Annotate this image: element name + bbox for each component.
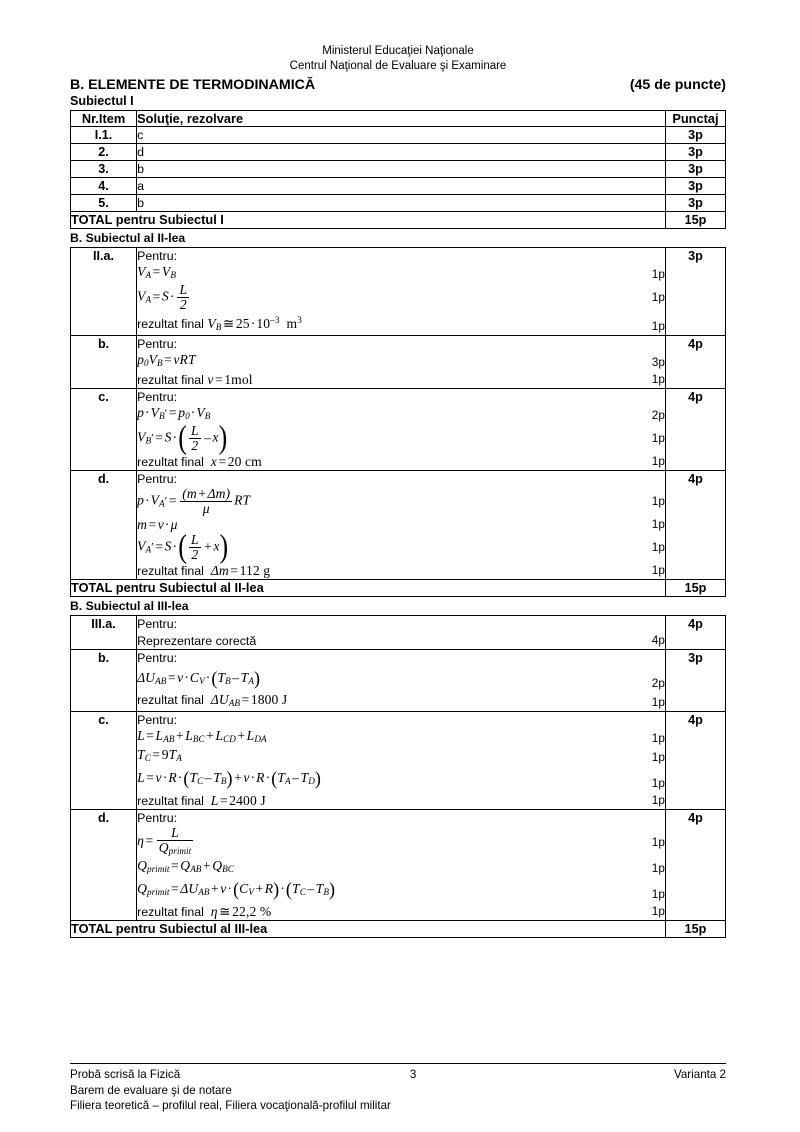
formula-qprimit-eq-qab-plus-qbc: $Q_{primit} = Q_{AB} + Q_{BC}$ <box>137 858 234 874</box>
formula-x-result: x = 20 cm <box>210 454 262 469</box>
line-score: 1p <box>651 372 665 386</box>
table-row <box>71 144 726 161</box>
row-score: 4p <box>665 810 725 921</box>
line-score: 2p <box>651 408 665 422</box>
section-heading-iii: B. Subiectul al III-lea <box>70 599 189 613</box>
formula-nu-result: ν = 1mol <box>207 372 253 387</box>
line-score: 1p <box>651 540 665 554</box>
line-score: 1p <box>651 267 665 281</box>
line-score: 1p <box>651 454 665 468</box>
table-row <box>71 810 726 921</box>
line-score: 1p <box>651 695 665 709</box>
total-score: 15p <box>665 921 725 938</box>
page-number: 3 <box>409 1068 417 1081</box>
row-score: 3p <box>665 144 725 161</box>
line-score: 1p <box>651 793 665 807</box>
rezultat-label: rezultat final <box>137 373 204 387</box>
pentru-label: Pentru: <box>137 249 178 263</box>
sol-line-formula <box>137 766 665 792</box>
rezultat-label: rezultat final <box>137 317 204 331</box>
table-subiectul-iii <box>70 615 726 938</box>
sol-line-formula <box>137 877 665 903</box>
sol-line-formula <box>137 728 665 747</box>
pentru-label: Pentru: <box>137 390 178 404</box>
line-score: 2p <box>651 676 665 690</box>
footer-filiera-label: Filiera teoretică – profilul real, Filiera vocaţională-profilul militar <box>70 1099 391 1112</box>
row-score: 3p <box>665 195 725 212</box>
row-item: III.a. <box>71 616 137 650</box>
row-item: c. <box>71 712 137 810</box>
total-label: TOTAL pentru Subiectul al III-lea <box>71 921 666 938</box>
sol-line-pentru <box>137 389 665 405</box>
total-points-label: (45 de puncte) <box>629 77 726 93</box>
pentru-label: Pentru: <box>137 811 178 825</box>
line-score: 1p <box>651 750 665 764</box>
sol-line-formula <box>137 516 665 533</box>
row-solution: b <box>137 161 666 178</box>
table-subiectul-ii <box>70 247 726 597</box>
sol-line-formula <box>137 666 665 692</box>
row-score: 3p <box>665 178 725 195</box>
line-score: 1p <box>651 517 665 531</box>
row-score: 4p <box>665 471 725 580</box>
formula-vbprime-eq-s-l2-minus-x: $V_B' = S\cdot$( $\frac{L}{2}$ – x) <box>137 418 228 455</box>
row-item: d. <box>71 810 137 921</box>
row-item: I.1. <box>71 127 137 144</box>
result-text <box>137 692 287 711</box>
row-solution <box>137 471 666 580</box>
row-score: 4p <box>665 616 725 650</box>
formula-va-eq-s-l-over-2: $V_A = S\cdot$ $\frac{L}{2}$ <box>137 281 188 312</box>
table-row <box>71 127 726 144</box>
line-score: 4p <box>651 633 665 647</box>
row-item: 4. <box>71 178 137 195</box>
row-score: 4p <box>665 712 725 810</box>
formula-pva-eq-m-dm-over-mu-rt: $p\cdot V_A'$ = $\frac{(m + \Delta m)}{\mu}$ RT <box>137 485 251 516</box>
formula-delta-uab: $\Delta U_{AB} = \nu\cdot C_V\cdot(T_B - T_A)$ <box>137 667 261 689</box>
pentru-label: Pentru: <box>137 617 178 631</box>
total-score: 15p <box>665 212 725 229</box>
sol-line-result <box>137 692 665 711</box>
sol-line-pentru <box>137 616 665 632</box>
sol-line-formula <box>137 418 665 455</box>
row-solution: a <box>137 178 666 195</box>
result-text <box>137 372 253 388</box>
line-score: 1p <box>651 834 665 849</box>
table-row <box>71 178 726 195</box>
sol-line-formula <box>137 283 665 312</box>
pentru-label: Pentru: <box>137 337 178 351</box>
line-score: 1p <box>651 731 665 745</box>
formula-p0vb-eq-nrt: $p_0V_B = \nu RT$ <box>137 352 196 368</box>
formula-vaprime-eq-s-l2-plus-x: $V_A' = S\cdot$( $\frac{L}{2}$ + x) <box>137 527 229 564</box>
row-solution <box>137 810 666 921</box>
table-total-row <box>71 921 726 938</box>
row-score: 3p <box>665 127 725 144</box>
table-row <box>71 389 726 471</box>
line-score: 1p <box>651 494 665 508</box>
table-row <box>71 161 726 178</box>
sol-line-result <box>137 903 665 920</box>
variant-label: Varianta 2 <box>673 1068 726 1081</box>
sol-line-result <box>137 792 665 809</box>
header-solution: Soluţie, rezolvare <box>137 111 666 127</box>
pentru-label: Pentru: <box>137 651 178 665</box>
formula-m-eq-nu-mu: m = ν·μ <box>137 517 178 532</box>
subject-one-label: Subiectul I <box>70 94 134 108</box>
sol-line-pentru <box>137 471 665 487</box>
sol-line-formula <box>137 352 665 371</box>
pentru-label: Pentru: <box>137 472 178 486</box>
sol-line-formula <box>137 405 665 424</box>
page-content <box>70 44 726 938</box>
line-score: 1p <box>651 319 665 333</box>
table-row <box>71 336 726 389</box>
result-text <box>137 563 270 579</box>
row-solution <box>137 650 666 712</box>
sol-line-formula <box>137 826 665 858</box>
row-score: 3p <box>665 248 725 336</box>
sol-line-formula <box>137 487 665 516</box>
representation-text: Reprezentare corectă <box>137 634 257 648</box>
result-text <box>137 904 271 920</box>
center-line: Centrul Naţional de Evaluare şi Examinare <box>289 59 507 72</box>
page-title-row <box>70 77 726 93</box>
line-score: 1p <box>651 904 665 918</box>
sol-line-formula <box>137 527 665 564</box>
formula-eta-eq-l-over-qprimit: η = $\frac{L}{Q_{primit}}$ <box>137 824 192 856</box>
footer-barem-label: Barem de evaluare şi de notare <box>70 1083 232 1097</box>
sol-line-text <box>137 632 665 649</box>
row-solution <box>137 712 666 810</box>
sol-line-pentru <box>137 810 665 826</box>
formula-va-eq-vb: $V_A = V_B$ <box>137 264 176 280</box>
page-title: B. ELEMENTE DE TERMODINAMICĂ <box>70 77 316 93</box>
header-nr-item: Nr.Item <box>71 111 137 127</box>
row-item: II.a. <box>71 248 137 336</box>
line-score: 1p <box>651 887 665 901</box>
formula-vb-result: $V_B$ ≅ $25\cdot 10^{-3}$ $m^3$ <box>207 315 302 332</box>
formula-l-expanded: $L = \nu\cdot R\cdot(T_C - T_B) + \nu\cdot R\cdot(T_A - T_D)$ <box>137 767 321 789</box>
table-total-row <box>71 212 726 229</box>
rezultat-label: rezultat final <box>137 693 204 707</box>
row-score: 4p <box>665 389 725 471</box>
table-row <box>71 616 726 650</box>
result-text <box>137 454 262 470</box>
table-row <box>71 248 726 336</box>
line-score: 1p <box>651 290 665 304</box>
table-row <box>71 712 726 810</box>
line-score: 1p <box>651 431 665 445</box>
formula-delta-uab-result: $\Delta U_{AB} = 1800$ J <box>210 692 288 708</box>
document-header <box>70 44 726 73</box>
sol-line-formula <box>137 264 665 283</box>
header-punctaj: Punctaj <box>665 111 725 127</box>
row-solution <box>137 389 666 471</box>
section-heading-ii: B. Subiectul al II-lea <box>70 231 186 245</box>
footer-top-row <box>70 1067 726 1083</box>
pentru-label: Pentru: <box>137 713 178 727</box>
row-solution: c <box>137 127 666 144</box>
row-solution: d <box>137 144 666 161</box>
table-row <box>71 471 726 580</box>
footer-divider <box>70 1063 726 1064</box>
row-item: b. <box>71 650 137 712</box>
line-score: 1p <box>651 861 665 875</box>
row-item: 3. <box>71 161 137 178</box>
rezultat-label: rezultat final <box>137 905 204 919</box>
table-total-row <box>71 580 726 597</box>
row-score: 3p <box>665 650 725 712</box>
row-score: 3p <box>665 161 725 178</box>
formula-l-sum: $L = L_{AB} + L_{BC} + L_{CD} + L_{DA}$ <box>137 728 267 744</box>
result-text <box>137 793 266 809</box>
total-label: TOTAL pentru Subiectul al II-lea <box>71 580 666 597</box>
total-score: 15p <box>665 580 725 597</box>
sol-line-result <box>137 453 665 470</box>
line-score: 1p <box>651 776 665 790</box>
formula-eta-result: η ≅ 22,2 % <box>210 904 272 919</box>
line-score: 3p <box>651 355 665 369</box>
row-item: d. <box>71 471 137 580</box>
row-item: c. <box>71 389 137 471</box>
sol-line-formula <box>137 858 665 877</box>
row-item: b. <box>71 336 137 389</box>
sol-line-pentru <box>137 336 665 352</box>
rezultat-label: rezultat final <box>137 455 204 469</box>
table-header-row <box>71 111 726 127</box>
formula-l-result: L = 2400 J <box>210 793 266 808</box>
formula-qprimit-expanded: $Q_{primit} = \Delta U_{AB} + \nu\cdot(C_V + R)\cdot(T_C - T_B)$ <box>137 878 336 900</box>
table-subiectul-i <box>70 110 726 229</box>
table-row <box>71 650 726 712</box>
page-footer <box>70 1063 726 1114</box>
row-item: 5. <box>71 195 137 212</box>
line-score: 1p <box>651 563 665 577</box>
formula-delta-m-result: Δm = 112 g <box>210 563 271 578</box>
rezultat-label: rezultat final <box>137 564 204 578</box>
row-solution: b <box>137 195 666 212</box>
row-item: 2. <box>71 144 137 161</box>
table-row <box>71 195 726 212</box>
row-solution <box>137 616 666 650</box>
row-solution <box>137 248 666 336</box>
sol-line-result <box>137 562 665 579</box>
row-solution <box>137 336 666 389</box>
sol-line-formula <box>137 747 665 766</box>
formula-pvb-eq-p0vb: $p\cdot V_B' = p_0\cdot V_B$ <box>137 405 211 421</box>
sol-line-pentru <box>137 712 665 728</box>
sol-line-result <box>137 371 665 388</box>
row-score: 4p <box>665 336 725 389</box>
sol-line-pentru <box>137 248 665 264</box>
sol-line-result <box>137 312 665 335</box>
ministry-line: Ministerul Educaţiei Naţionale <box>322 45 474 57</box>
formula-tc-eq-9ta: $T_C = 9T_A$ <box>137 747 182 763</box>
rezultat-label: rezultat final <box>137 794 204 808</box>
footer-exam-label: Probă scrisă la Fizică <box>70 1068 181 1081</box>
result-text <box>137 312 302 335</box>
total-label: TOTAL pentru Subiectul I <box>71 212 666 229</box>
